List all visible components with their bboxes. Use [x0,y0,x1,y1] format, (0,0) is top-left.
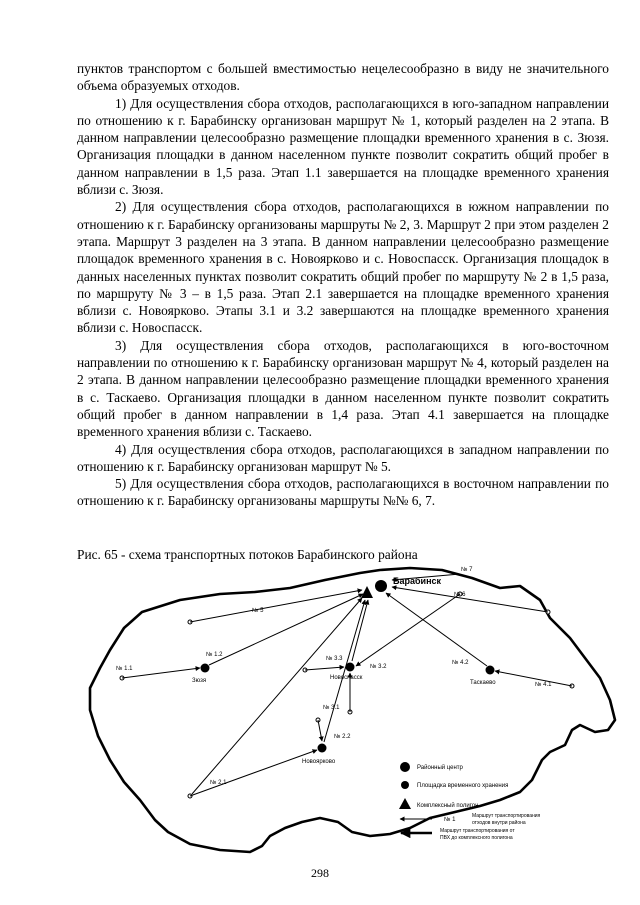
storage-site-taskaevo [486,666,495,675]
legend-district-center: Районный центр [417,765,463,771]
route-label-4-2: № 4.2 [452,660,469,666]
paragraph-route-4: 3) Для осуществления сбора отходов, располагающихся в юго-восточном направлении по отношению к г. Барабинску организован маршрут № 4, который разделен на 2 этапа. В данном направлении целесообразно размещение площадки временного хранения в с. Таскаево. Организация площадки в данном населенном пункте позволит сократить общий пробег в данном направлении в 1,4 раза. Этап 4.1 завершается на площадке временного хранения вблизи с. Таскаево. [77,337,609,440]
route-label-7: № 7 [461,567,473,573]
route-line-3-2 [356,594,460,666]
route-label-1-1: № 1.1 [116,666,133,672]
body-text [77,60,609,510]
paragraph-routes-2-3: 2) Для осуществления сбора отходов, располагающихся в южном направлении по отношению к г. Барабинску организованы маршруты № 2, 3. Маршрут 2 при этом разделен 2 этапа. Маршрут 3 разделен на 3 этапа. В данном направлении целесообразно размещение площадок временного хранения в с. Новоярково и с. Новоспасск. Организация площадок в данных населенных пунктах позволит сократить общий пробег по маршруту № 2 в 1,5 раза, по маршруту № 3 – в 1,5 раза. Этап 2.1 завершается на площадке временного хранения вблизи с. Новоярково. Этапы 3.1 и 3.2 завершаются на площадке временного хранения вблизи с. Новоспасск. [77,199,609,336]
route-label-3-2: № 3.2 [370,664,387,670]
route-line-3-3 [352,600,368,661]
paragraph-route-5: 4) Для осуществления сбора отходов, располагающихся в западном направлении по отношению к г. Барабинску организован маршрут № 5. [77,441,609,474]
legend-storage-site: Площадка временного хранения [417,783,509,789]
route-line-4-1 [495,671,572,686]
legend-route-number: № 1 [444,817,456,823]
legend-landfill: Комплексный полигон [417,803,479,809]
route-label-3-3: № 3.3 [326,656,343,662]
route-label-1-2: № 1.2 [206,652,223,658]
route-line-2-2-b [318,720,322,741]
route-line-4-2 [386,593,487,666]
landfill-marker [361,586,373,598]
legend-route-to-landfill-line2: ПВХ до комплексного полигона [440,835,513,841]
legend-district-center-icon [400,762,410,772]
route-line-2-2 [324,600,365,742]
transport-flow-map [80,560,620,860]
district-center-marker [375,580,387,592]
route-line-3-3-b [305,667,344,670]
city-label: Барабинск [393,576,442,586]
figure-caption: Рис. 65 - схема транспортных потоков Барабинского района [77,547,418,562]
village-label-taskaevo: Таскаево [470,680,496,686]
route-line-2-1 [190,750,317,796]
paragraph-intro: пунктов транспортом с большей вместимостью нецелесообразно в виду не значительного объема образуемых отходов. [77,61,609,94]
village-label-novospassk: Новоспасск [330,675,363,681]
legend-route-inside-line1: Маршрут транспортирования [472,813,541,819]
legend-landfill-icon [399,798,411,809]
page-number: 298 [311,866,329,880]
legend-route-inside-line2: отходов внутри района [472,820,526,826]
storage-site-zyuzya [201,664,210,673]
route-line-1-1 [122,668,200,678]
route-label-4-1: № 4.1 [535,682,552,688]
legend-storage-site-icon [401,781,409,789]
legend-route-to-landfill-line1: Маршрут транспортирования от [440,828,515,834]
village-label-zyuzya: Зюзя [192,678,207,684]
paragraph-routes-6-7: 5) Для осуществления сбора отходов, располагающихся в восточном направлении по отношению к г. Барабинску организованы маршруты №№ 6, 7. [77,476,609,509]
storage-site-novoyarkovo [318,744,327,753]
route-label-2-2: № 2.2 [334,734,351,740]
route-label-2-1: № 2.1 [210,780,227,786]
route-line-1-2 [209,594,363,665]
route-label-3-1: № 3.1 [323,705,340,711]
paragraph-route-1: 1) Для осуществления сбора отходов, располагающихся в юго-западном направлении по отношению к г. Барабинску организован маршрут № 1, который разделен на 2 этапа. В данном направлении целесообразно размещение площадки временного хранения в с. Зюзя. Организация площадки в данном населенном пункте позволит сократить общий пробег в данном направлении в 1,5 раза. Этап 1.1 завершается на площадке временного хранения вблизи с. Зюзя. [77,95,609,198]
village-label-novoyarkovo: Новоярково [302,759,336,765]
route-label-6: № 6 [454,592,466,598]
route-label-5: № 5 [252,608,264,614]
map-legend [399,762,541,841]
